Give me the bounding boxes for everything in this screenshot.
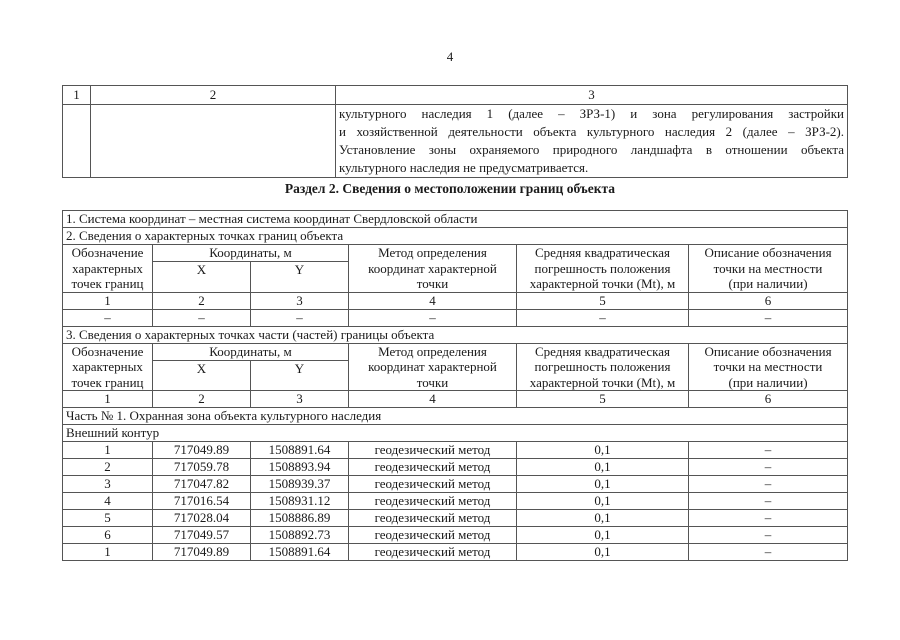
points-body: [63, 442, 848, 561]
point-x: 717049.89: [153, 544, 251, 561]
point-y: 1508892.73: [251, 527, 349, 544]
point-number: 1: [63, 544, 153, 561]
dash-cell: –: [349, 309, 517, 326]
point-number: 5: [63, 510, 153, 527]
header-method: [349, 343, 517, 391]
point-number: 1: [63, 442, 153, 459]
header-description: [689, 245, 848, 293]
header-designation: [63, 343, 153, 391]
point-error: 0,1: [517, 527, 689, 544]
header-y: Y: [251, 360, 349, 391]
point-number: 2: [63, 459, 153, 476]
header-line: погрешность положения: [534, 260, 671, 276]
section3-row: [63, 326, 848, 343]
coord-system-text: 1. Система координат – местная система координат Свердловской области: [63, 211, 848, 228]
col-number: 4: [349, 292, 517, 309]
point-row: [63, 459, 848, 476]
header-y: Y: [251, 262, 349, 293]
header-row: [63, 343, 848, 360]
top-text-line: культурного наследия не предусматривается.: [339, 160, 589, 175]
header-error: [517, 245, 689, 293]
col-number: 6: [689, 292, 848, 309]
top-cell-1: [63, 105, 91, 178]
point-description: –: [689, 510, 848, 527]
top-text-line: и хозяйственной деятельности объекта культурного наследия 2 (далее – ЗРЗ-2).: [339, 124, 844, 139]
header-line: координат характерной: [368, 359, 497, 374]
top-col-3: 3: [336, 86, 848, 105]
col-number: 4: [349, 391, 517, 408]
top-cell-3: [336, 105, 848, 178]
header-line: точек границ: [71, 374, 144, 390]
header-line: погрешность положения: [534, 359, 671, 374]
point-error: 0,1: [517, 459, 689, 476]
header-line: характерных: [72, 260, 143, 276]
header-coords: Координаты, м: [153, 245, 349, 262]
header-line: Средняя квадратическая: [534, 245, 671, 260]
col-number: 2: [153, 292, 251, 309]
page-number: 4: [446, 49, 454, 64]
col-number: 5: [517, 292, 689, 309]
col-number: 1: [63, 391, 153, 408]
part-row: [63, 408, 848, 425]
col-number: 6: [689, 391, 848, 408]
point-y: 1508891.64: [251, 544, 349, 561]
continuation-table: [62, 85, 848, 178]
section-title: Раздел 2. Сведения о местоположении границ объекта: [284, 181, 616, 196]
section2-text: 2. Сведения о характерных точках границ объекта: [63, 228, 848, 245]
header-x: X: [153, 360, 251, 391]
header-line: характерной точки (Mt), м: [529, 276, 676, 291]
header-line: точек границ: [71, 276, 144, 291]
header-error: [517, 343, 689, 391]
point-y: 1508931.12: [251, 493, 349, 510]
header-description: [689, 343, 848, 391]
point-description: –: [689, 476, 848, 493]
top-col-2: 2: [91, 86, 336, 105]
top-table-header-row: [63, 86, 848, 105]
section3-text: 3. Сведения о характерных точках части (частей) границы объекта: [63, 326, 848, 343]
header-line: Метод определения: [378, 343, 487, 359]
point-row: [63, 510, 848, 527]
point-y: 1508893.94: [251, 459, 349, 476]
header-x: X: [153, 262, 251, 293]
header-line: точки: [416, 276, 449, 291]
point-description: –: [689, 459, 848, 476]
point-y: 1508891.64: [251, 442, 349, 459]
header-line: Описание обозначения: [704, 343, 832, 359]
header-line: Описание обозначения: [704, 245, 832, 260]
header-line: точки: [416, 374, 449, 390]
point-method: геодезический метод: [349, 459, 517, 476]
point-row: [63, 442, 848, 459]
header-line: Обозначение: [71, 343, 144, 359]
point-description: –: [689, 493, 848, 510]
empty-dash-row: [63, 309, 848, 326]
point-x: 717059.78: [153, 459, 251, 476]
col-number: 3: [251, 391, 349, 408]
point-row: [63, 544, 848, 561]
point-number: 3: [63, 476, 153, 493]
point-method: геодезический метод: [349, 527, 517, 544]
contour-title: Внешний контур: [63, 425, 848, 442]
part-title: Часть № 1. Охранная зона объекта культурного наследия: [63, 408, 848, 425]
point-method: геодезический метод: [349, 544, 517, 561]
point-method: геодезический метод: [349, 510, 517, 527]
header-designation: [63, 245, 153, 293]
point-y: 1508886.89: [251, 510, 349, 527]
section2-row: [63, 228, 848, 245]
col-number: 5: [517, 391, 689, 408]
point-error: 0,1: [517, 544, 689, 561]
point-x: 717016.54: [153, 493, 251, 510]
point-x: 717047.82: [153, 476, 251, 493]
point-row: [63, 527, 848, 544]
dash-cell: –: [153, 309, 251, 326]
top-col-1: 1: [63, 86, 91, 105]
point-number: 4: [63, 493, 153, 510]
header-line: координат характерной: [368, 260, 497, 276]
col-number: 3: [251, 292, 349, 309]
point-y: 1508939.37: [251, 476, 349, 493]
header-coords: Координаты, м: [153, 343, 349, 360]
header-line: Обозначение: [71, 245, 144, 260]
top-table-body-row: [63, 105, 848, 178]
point-row: [63, 493, 848, 510]
point-error: 0,1: [517, 442, 689, 459]
header-line: Метод определения: [378, 245, 487, 260]
top-text-line: Установление зоны охраняемого природного ландшафта в отношении объекта: [339, 142, 844, 157]
header-line: точки на местности: [713, 359, 823, 374]
header-line: (при наличии): [728, 276, 808, 291]
point-error: 0,1: [517, 510, 689, 527]
point-description: –: [689, 527, 848, 544]
col-number: 2: [153, 391, 251, 408]
point-row: [63, 476, 848, 493]
dash-cell: –: [251, 309, 349, 326]
point-x: 717049.57: [153, 527, 251, 544]
dash-cell: –: [63, 309, 153, 326]
header-line: (при наличии): [728, 374, 808, 390]
header-line: точки на местности: [713, 260, 823, 276]
col-number: 1: [63, 292, 153, 309]
point-number: 6: [63, 527, 153, 544]
point-method: геодезический метод: [349, 476, 517, 493]
point-error: 0,1: [517, 476, 689, 493]
point-method: геодезический метод: [349, 442, 517, 459]
boundary-table: [62, 210, 848, 561]
point-error: 0,1: [517, 493, 689, 510]
point-x: 717028.04: [153, 510, 251, 527]
header-line: характерных: [72, 359, 143, 374]
point-method: геодезический метод: [349, 493, 517, 510]
header-line: характерной точки (Mt), м: [529, 374, 676, 390]
top-cell-2: [91, 105, 336, 178]
dash-cell: –: [689, 309, 848, 326]
point-x: 717049.89: [153, 442, 251, 459]
column-number-row: [63, 292, 848, 309]
header-line: Средняя квадратическая: [534, 343, 671, 359]
point-description: –: [689, 544, 848, 561]
coord-system-row: [63, 211, 848, 228]
header-row: [63, 245, 848, 262]
top-text-line: культурного наследия 1 (далее – ЗРЗ-1) и зона регулирования застройки: [339, 106, 844, 121]
header-method: [349, 245, 517, 293]
contour-row: [63, 425, 848, 442]
column-number-row: [63, 391, 848, 408]
point-description: –: [689, 442, 848, 459]
dash-cell: –: [517, 309, 689, 326]
